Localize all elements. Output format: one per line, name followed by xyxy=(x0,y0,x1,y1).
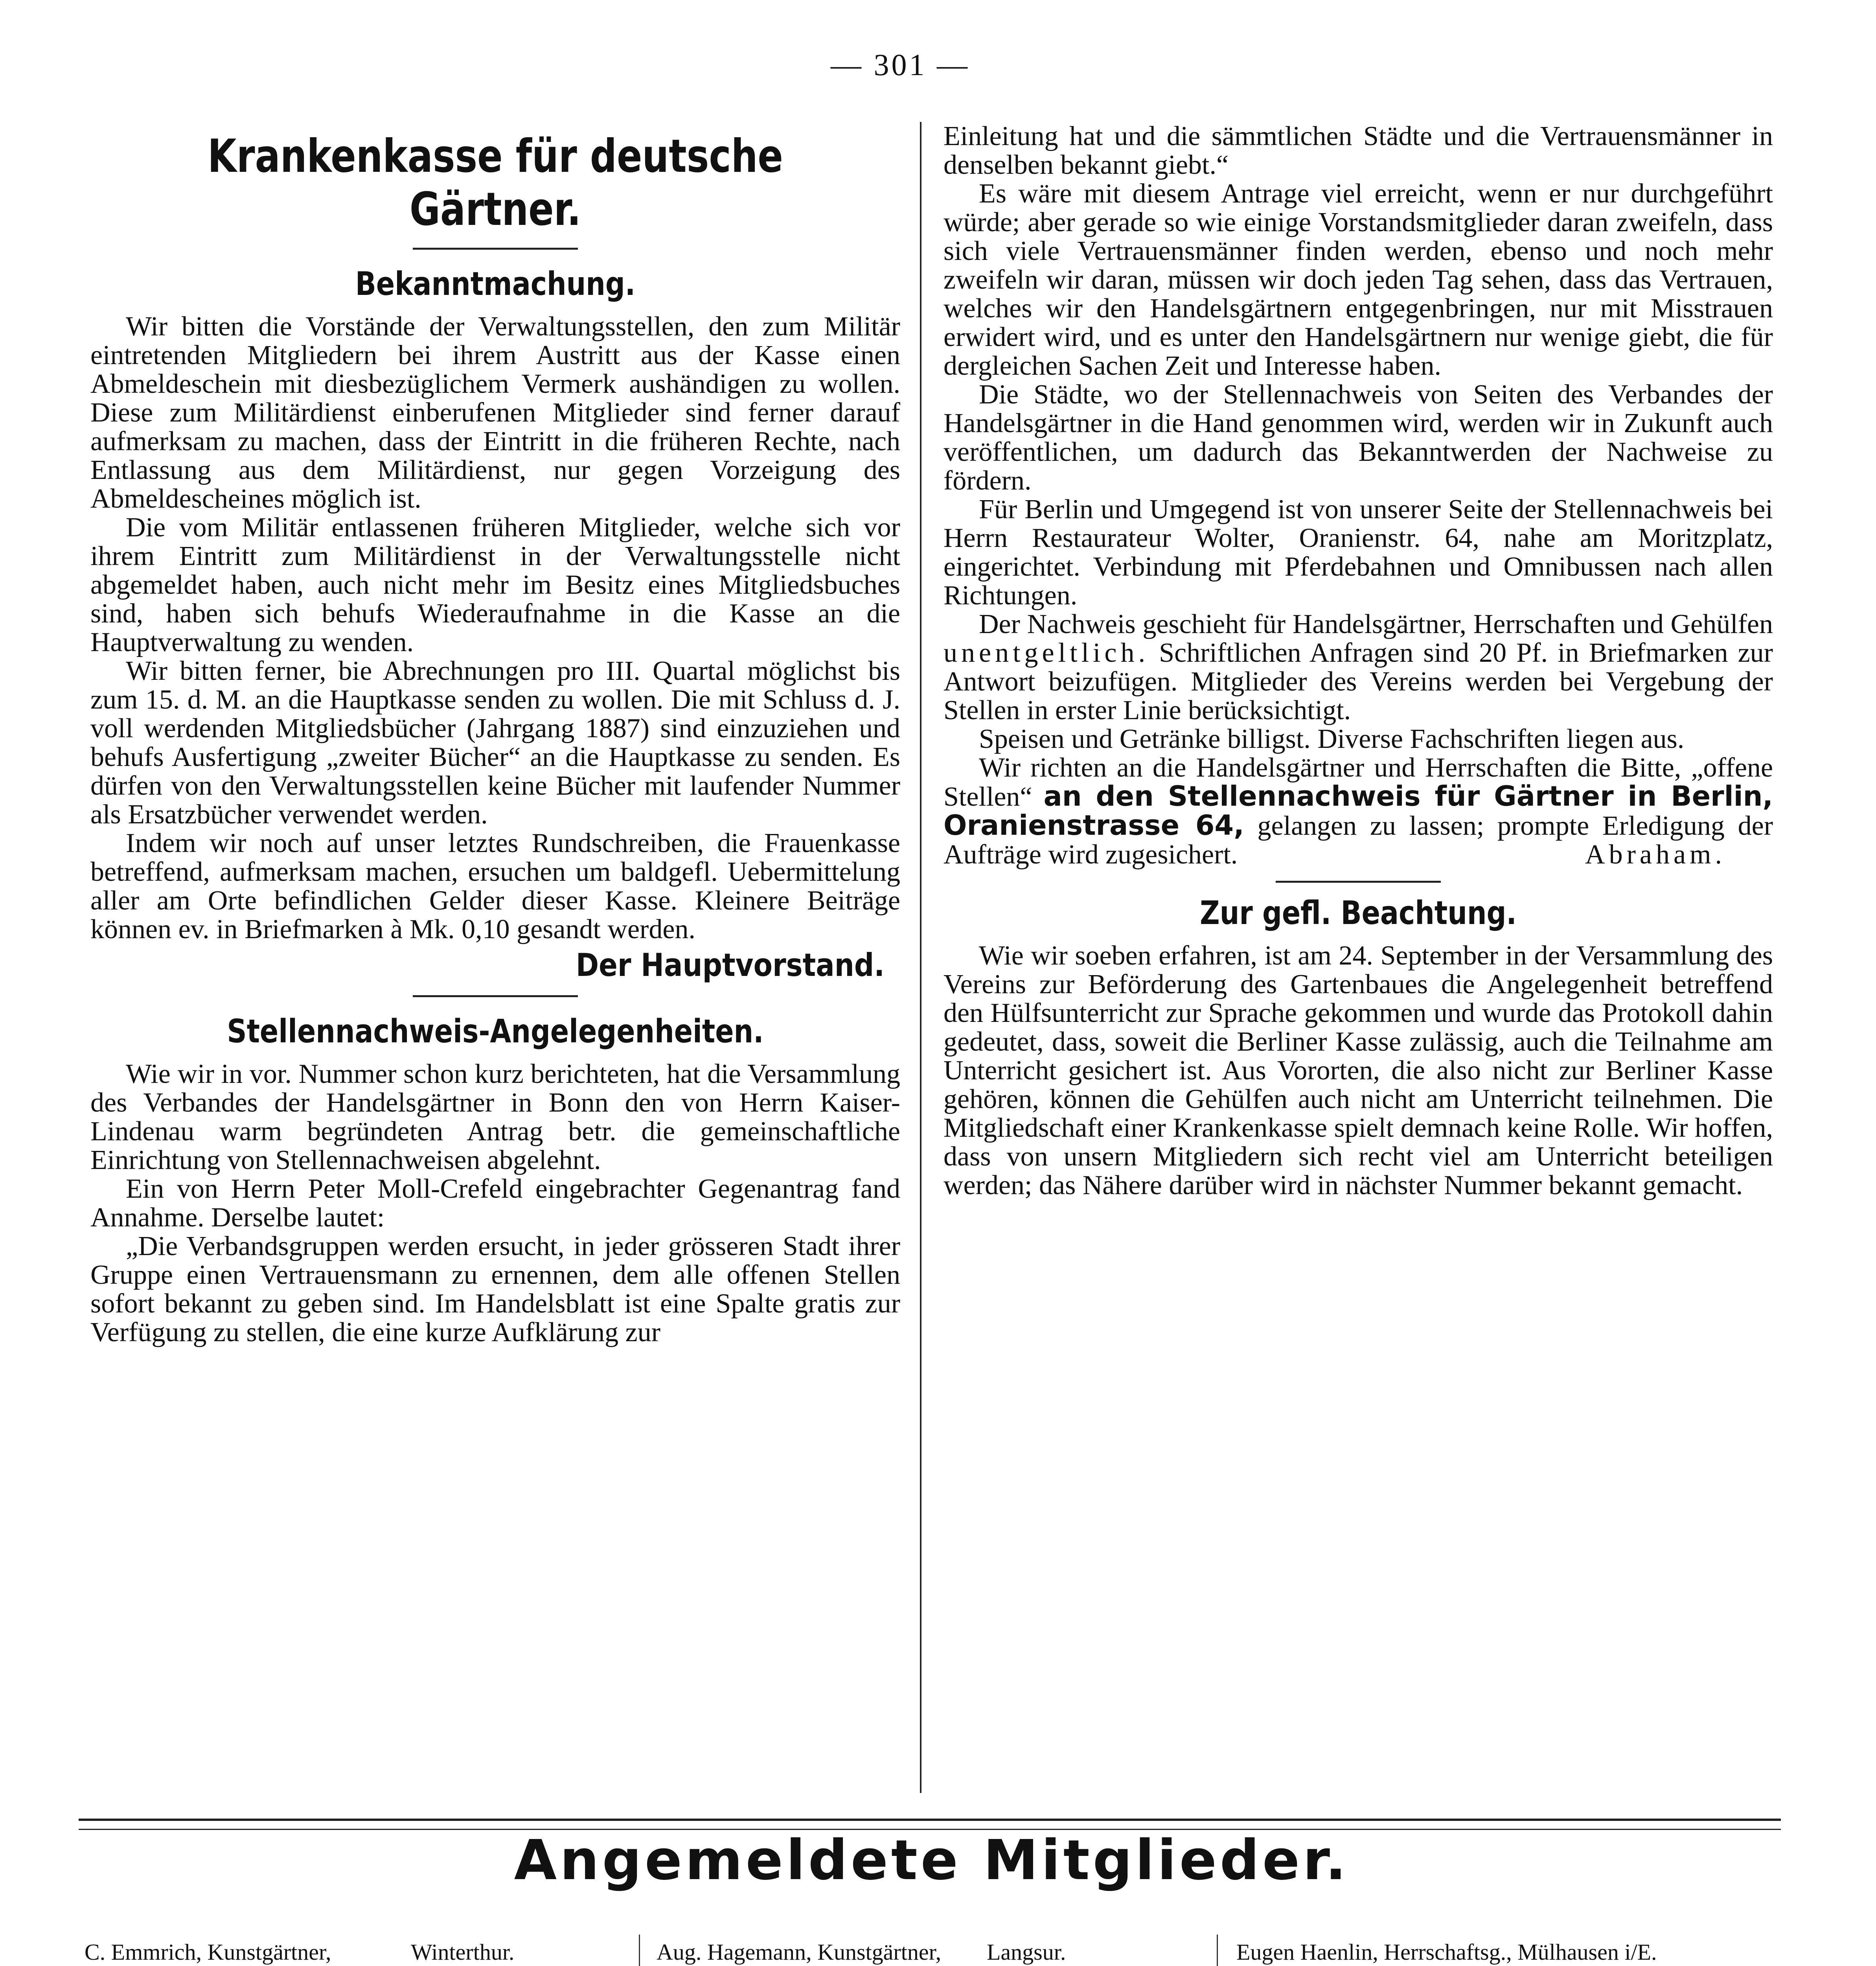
members-column-2 xyxy=(657,1938,1207,1966)
announcement-paragraph: Wir bitten ferner, bie Abrechnungen pro III. Quartal möglichst bis zum 15. d. M. an die Hauptkasse senden zu wollen. Die mit Schluss d. J. voll werdenden Mitgliedsbücher (Jahrgang 1887) sind einzuziehen und behufs Ausfertigung „zweiter Bücher“ an die Hauptkasse zu senden. Es dürfen von den Verwaltungsstellen keine Bücher mit laufender Nummer als Ersatzbücher verwendet werden. xyxy=(90,656,900,830)
divider xyxy=(413,248,578,250)
members-title: Angemeldete Mitglieder. xyxy=(514,1828,1350,1892)
member-name: C. Emmrich, Kunstgärtner, xyxy=(85,1939,331,1965)
member-entry xyxy=(657,1938,1207,1966)
divider xyxy=(413,995,578,997)
member-entry xyxy=(1236,1938,1787,1966)
column-divider xyxy=(920,122,921,1793)
nachweis-text: Der Nachweis geschieht für Handelsgärtner, Herrschaften und Gehülfen xyxy=(979,609,1773,639)
divider xyxy=(1276,881,1441,883)
page-number: — 301 — xyxy=(831,48,970,82)
members-column-1 xyxy=(85,1938,631,1966)
stellennachweis-heading: Stellennachweis-Angelegenheiten. xyxy=(227,1013,764,1050)
newspaper-section-title: Krankenkasse für deutsche Gärtner. xyxy=(208,130,783,236)
stellennachweis-paragraph: Ein von Herrn Peter Moll-Crefeld eingebrachter Gegenantrag fand Annahme. Derselbe lautet: xyxy=(90,1174,900,1233)
announcement-heading: Bekanntmachung. xyxy=(355,265,636,303)
nachweis-text: Schriftlichen Anfragen sind 20 Pf. in Briefmarken zur Antwort beizufügen. Mitglieder des Vereins werden bei Vergebung der Stellen in erster Linie berücksichtigt. xyxy=(944,638,1773,725)
announcement-paragraph: Die vom Militär entlassenen früheren Mitglieder, welche sich vor ihrem Eintritt zum Militärdienst in der Verwaltungsstelle nicht abgemeldet haben, auch nicht mehr im Besitz eines Mitgliedsbuches sind, haben sich behufs Wiederaufnahme in die Kasse an die Hauptverwaltung zu wenden. xyxy=(90,512,900,657)
member-name: Eugen Haenlin, Herrschaftsg., Mülhausen i/E. xyxy=(1236,1939,1657,1965)
announcement-paragraph: Indem wir noch auf unser letztes Rundschreiben, die Frauenkasse betreffend, aufmerksam machen, ersuchen um baldgefl. Uebermittelung aller am Orte befindlichen Gelder dieser Kasse. Kleinere Beiträge können ev. in Briefmarken à Mk. 0,10 gesandt werden. xyxy=(90,828,900,944)
appeal-text: gelangen zu lassen; prompte Erledigung der Aufträge wird zugesichert. xyxy=(944,811,1773,870)
column-divider xyxy=(1217,1935,1218,1966)
member-name: Aug. Hagemann, Kunstgärtner, xyxy=(657,1939,942,1965)
appeal-text: Wir richten an die Handelsgärtner und Herrschaften die Bitte, „offene Stellen“ xyxy=(944,753,1773,812)
speisen-paragraph: Speisen und Getränke billigst. Diverse Fachschriften liegen aus. xyxy=(979,724,1685,754)
signature-abraham: Abraham. xyxy=(1585,839,1726,870)
stellennachweis-paragraph: Wie wir in vor. Nummer schon kurz berichteten, hat die Versammlung des Verbandes der Handelsgärtner in Bonn den von Herrn Kaiser-Lindenau warm begründeten Antrag betr. die gemeinschaftliche Einrichtung von Stellennachweisen abgelehnt. xyxy=(90,1059,900,1175)
nachweis-free-emphasis: unentgeltlich. xyxy=(944,638,1149,668)
beachtung-heading: Zur gefl. Beachtung. xyxy=(1200,895,1517,932)
stellennachweis-paragraph: „Die Verbandsgruppen werden ersucht, in jeder grösseren Stadt ihrer Gruppe einen Vertrauensmann zu ernennen, dem alle offenen Stellen sofort bekannt zu geben sind. Im Handelsblatt ist eine Spalte gratis zur Verfügung zu stellen, die eine kurze Aufklärung zur xyxy=(90,1231,900,1347)
left-column xyxy=(90,122,900,1347)
member-place: Winterthur. xyxy=(411,1939,515,1965)
member-entry xyxy=(85,1938,631,1966)
member-place: Langsur. xyxy=(987,1939,1066,1965)
beachtung-paragraph: Wie wir soeben erfahren, ist am 24. September in der Versammlung des Vereins zur Beförderung des Gartenbaues die Angelegenheit betreffend den Hülfsunterricht zur Sprache gekommen und wurde das Protokoll dahin gedeutet, dass, soweit die Berliner Kasse zulässig, auch die Teilnahme am Unterricht gesichert ist. Aus Vororten, die also nicht zur Berliner Kasse gehören, können die Gehülfen auch nicht am Unterricht teilnehmen. Die Mitgliedschaft einer Krankenkasse spielt demnach keine Rolle. Wir hoffen, dass von unsern Mitgliedern sich recht viel am Unterricht beteiligen werden; das Nähere darüber wird in nächster Nummer bekannt gemacht. xyxy=(944,941,1773,1200)
announcement-paragraph: Wir bitten die Vorstände der Verwaltungsstellen, den zum Militär eintretenden Mitgliedern bei ihrem Austritt aus der Kasse einen Abmeldeschein mit diesbezüglichem Vermerk aushändigen zu wollen. Diese zum Militärdienst einberufenen Mitglieder sind ferner darauf aufmerksam zu machen, dass der Eintritt in die früheren Rechte, nach Entlassung aus dem Militärdienst, nur gegen Vorzeigung des Abmeldescheines möglich ist. xyxy=(90,311,900,514)
column-divider xyxy=(639,1935,640,1966)
article-paragraph: Für Berlin und Umgegend ist von unserer Seite der Stellennachweis bei Herrn Restaurateur Wolter, Oranienstr. 64, nahe am Moritzplatz, eingerichtet. Verbindung mit Pferdebahnen und Omnibussen nach allen Richtungen. xyxy=(944,494,1773,611)
nachweis-paragraph xyxy=(944,610,1773,725)
appeal-address-bold: an den Stellennachweis für Gärtner in Berlin, Oranienstrasse 64, xyxy=(944,780,1773,841)
article-paragraph: Es wäre mit diesem Antrage viel erreicht, wenn er nur durchgeführt würde; aber gerade so wie einige Vorstandsmitglieder daran zweifeln, dass sich viele Vertrauensmänner finden werden, ebenso und noch mehr zweifeln wir daran, müssen wir doch jeden Tag sehen, dass das Vertrauen, welches wir den Handelsgärtnern entgegenbringen, nur mit Misstrauen erwidert wird, und es unter den Handelsgärtnern nur wenige giebt, die für dergleichen Sachen Zeit und Interesse haben. xyxy=(944,179,1773,381)
signature-hauptvorstand: Der Hauptvorstand. xyxy=(576,947,885,983)
article-paragraph: Die Städte, wo der Stellennachweis von Seiten des Verbandes der Handelsgärtner in die Hand genommen wird, werden wir in Zukunft auch veröffentlichen, um dadurch das Bekanntwerden der Nachweise zu fördern. xyxy=(944,379,1773,496)
members-column-3 xyxy=(1236,1938,1787,1966)
right-column xyxy=(944,122,1773,1200)
continued-paragraph: Einleitung hat und die sämmtlichen Städte und die Vertrauensmänner in denselben bekannt giebt.“ xyxy=(944,121,1773,180)
